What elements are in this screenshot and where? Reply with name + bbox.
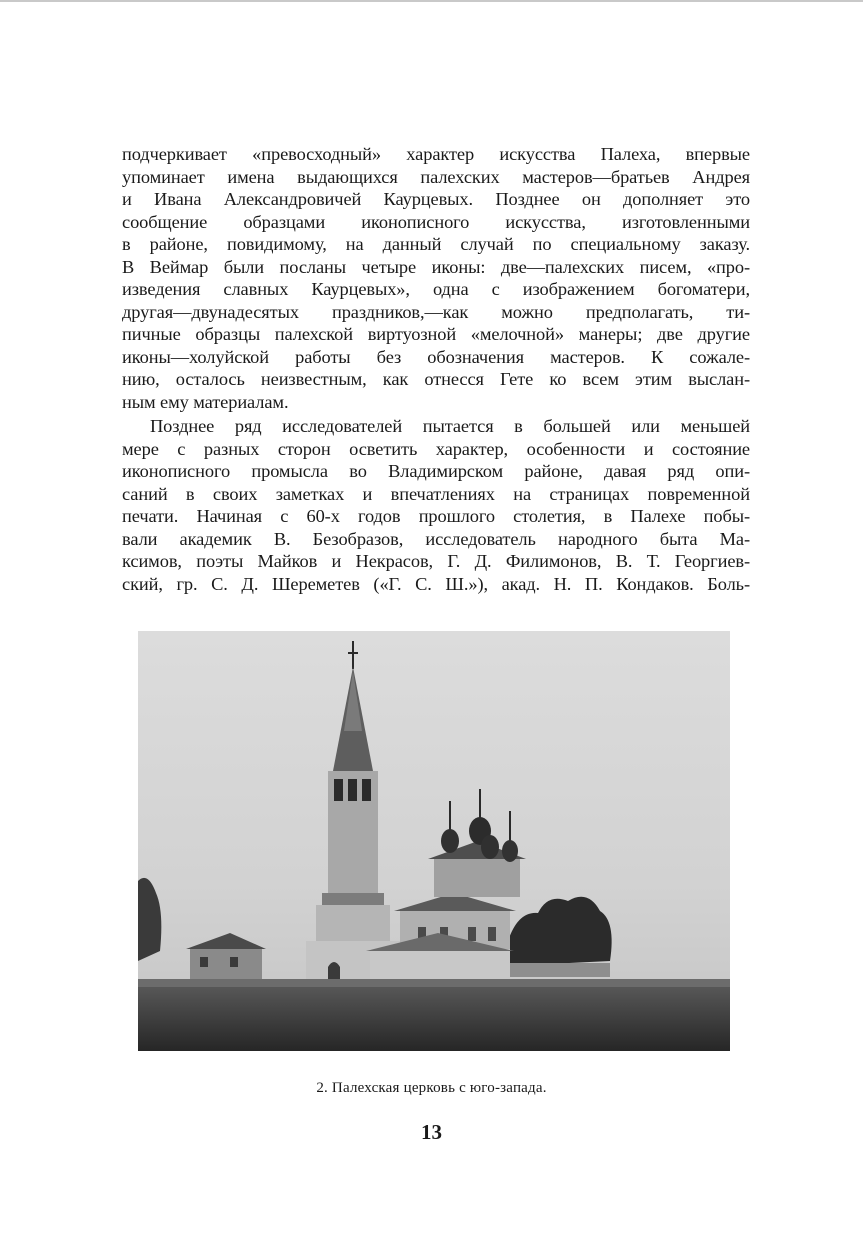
page-top-border bbox=[0, 0, 863, 2]
body-text bbox=[122, 143, 750, 595]
figure-caption: 2. Палехская церковь с юго-запада. bbox=[316, 1080, 547, 1096]
paragraph-start-line: Позднее ряд исследователей пытается в большей или меньшей bbox=[150, 416, 750, 436]
text-line: и Ивана Александровичей Каурцевых. Позднее он дополняет это bbox=[122, 189, 750, 209]
text-line: подчеркивает «превосходный» характер искусства Палеха, впервые bbox=[122, 144, 750, 164]
text-line: В Веймар были посланы четыре иконы: две—палехских писем, «про- bbox=[122, 256, 750, 277]
text-line: ным ему материалам. bbox=[122, 391, 289, 412]
text-line: мере с разных сторон осветить характер, особенности и состояние bbox=[122, 438, 750, 459]
text-line: иконописного промысла во Владимирском районе, давая ряд опи- bbox=[122, 461, 750, 481]
text-line: другая—двунадесятых праздников,—как можно предполагать, ти- bbox=[122, 301, 750, 322]
ground bbox=[138, 983, 730, 1051]
page-number: 13 bbox=[421, 1120, 442, 1144]
text-line: вали академик В. Безобразов, исследователь народного быта Ма- bbox=[122, 528, 750, 549]
text-line: саний в своих заметках и впечатлениях на страницах повременной bbox=[122, 483, 750, 504]
text-line: иконы—холуйской работы без обозначения мастеров. К сожале- bbox=[122, 346, 750, 367]
text-line: пичные образцы палехской виртуозной «мелочной» манеры; две другие bbox=[122, 324, 750, 344]
text-line: изведения славных Каурцевых», одна с изображением богоматери, bbox=[122, 279, 750, 299]
text-line: печати. Начиная с 60-х годов прошлого столетия, в Палехе побы- bbox=[122, 506, 750, 526]
text-line: ский, гр. С. Д. Шереметев («Г. С. Ш.»), акад. Н. П. Кондаков. Боль- bbox=[122, 573, 750, 594]
church-photograph bbox=[138, 631, 730, 1051]
fence bbox=[510, 963, 610, 977]
text-line: ксимов, поэты Майков и Некрасов, Г. Д. Филимонов, В. Т. Георгиев- bbox=[122, 551, 750, 571]
text-line: упоминает имена выдающихся палехских мастеров—братьев Андрея bbox=[122, 166, 750, 187]
text-line: нию, осталось неизвестным, как отнесся Гете ко всем этим выслан- bbox=[122, 369, 750, 389]
text-line: сообщение образцами иконописного искусства, изготовленными bbox=[122, 211, 750, 232]
text-line: в районе, повидимому, на данный случай по специальному заказу. bbox=[122, 234, 750, 254]
